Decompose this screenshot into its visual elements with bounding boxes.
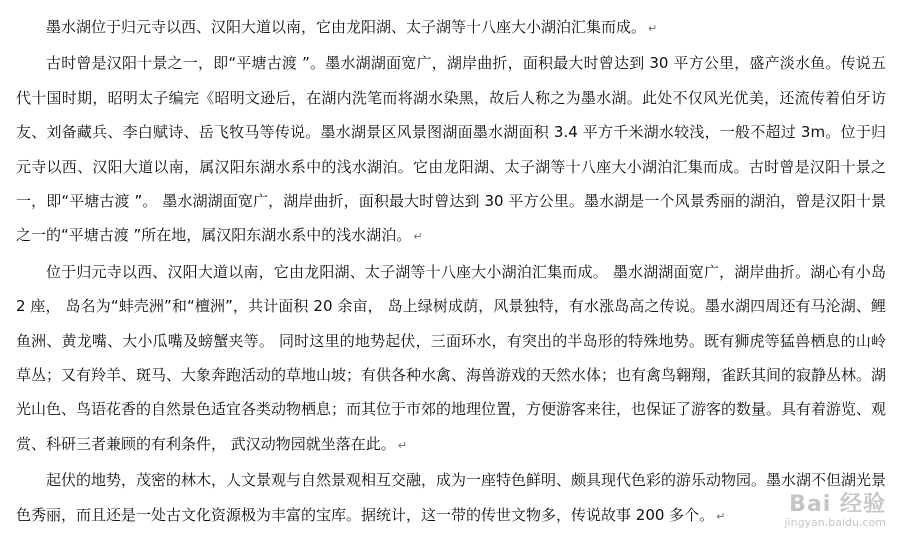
paragraph-mark: ↵	[716, 509, 726, 523]
watermark-logo: Bai 经验	[789, 492, 886, 517]
paragraph-4[interactable]	[16, 463, 886, 534]
paragraph-1-text: 墨水湖位于归元寺以西、汉阳大道以南，它由龙阳湖、太子湖等十八座大小湖泊汇集而成。	[46, 18, 647, 36]
paragraph-3[interactable]	[16, 255, 886, 463]
baidu-jingyan-watermark	[770, 487, 890, 529]
paragraph-4-text: 起伏的地势，茂密的林木，人文景观与自然景观相互交融，成为一座特色鲜明、颇具现代色彩的游乐动物园。墨水湖不但湖光景色秀丽，而且还是一处古文化资源极为丰富的宝库。据统计，这一带的传世文物多，传说故事 200 多个。	[16, 471, 887, 524]
paragraph-3-text: 位于归元寺以西、汉阳大道以南，它由龙阳湖、太子湖等十八座大小湖泊汇集而成。 墨水湖湖面宽广，湖岸曲折。湖心有小岛 2 座， 岛名为“蚌壳洲”和“檀洲”，共计面积 20 余亩， 岛上绿树成荫，风景独特，有水涨岛高之传说。墨水湖四周还有马沦湖、鲤鱼洲、黄龙嘴、大小瓜嘴及螃蟹夹等。 同时这里的地势起伏，三面环水，有突出的半岛形的特殊地势。既有狮虎等猛兽栖息的山岭草丛；又有羚羊、斑马、大象奔跑活动的草地山坡；有供各种水禽、海兽游戏的天然水体；也有禽鸟翱翔，雀跃其间的寂静丛林。湖光山色、鸟语花香的自然景色适宜各类动物栖息；而其位于市郊的地理位置，方便游客来往，也保证了游客的数量。具有着游览、观赏、科研三者兼顾的有利条件， 武汉动物园就坐落在此。	[16, 262, 887, 453]
paragraph-2-text: 古时曾是汉阳十景之一，即“平塘古渡 ”。墨水湖湖面宽广，湖岸曲折，面积最大时曾达到 30 平方公里，盛产淡水鱼。传说五代十国时期，昭明太子编完《昭明文逊后，在湖内洗笔而将湖水染黑，故后人称之为墨水湖。此处不仅风光优美，还流传着伯牙访友、刘备藏兵、李白赋诗、岳飞牧马等传说。墨水湖景区风景图湖面墨水湖面积 3.4 平方千米湖水较浅，一般不超过 3m。位于归元寺以西、汉阳大道以南，属汉阳东湖水系中的浅水湖泊。它由龙阳湖、太子湖等十八座大小湖泊汇集而成。古时曾是汉阳十景之一，即“平塘古渡 ”。 墨水湖湖面宽广，湖岸曲折，面积最大时曾达到 30 平方公里。墨水湖是一个风景秀丽的湖泊，曾是汉阳十景之一的“平塘古渡 ”所在地，属汉阳东湖水系中的浅水湖泊。	[16, 54, 886, 245]
watermark-url: jingyan.baidu.com	[784, 516, 886, 529]
paragraph-mark: ↵	[648, 22, 658, 35]
paragraph-mark: ↵	[397, 438, 407, 452]
paragraph-mark: ↵	[413, 230, 423, 244]
paragraph-2[interactable]	[16, 46, 886, 254]
paragraph-1[interactable]	[16, 10, 886, 46]
